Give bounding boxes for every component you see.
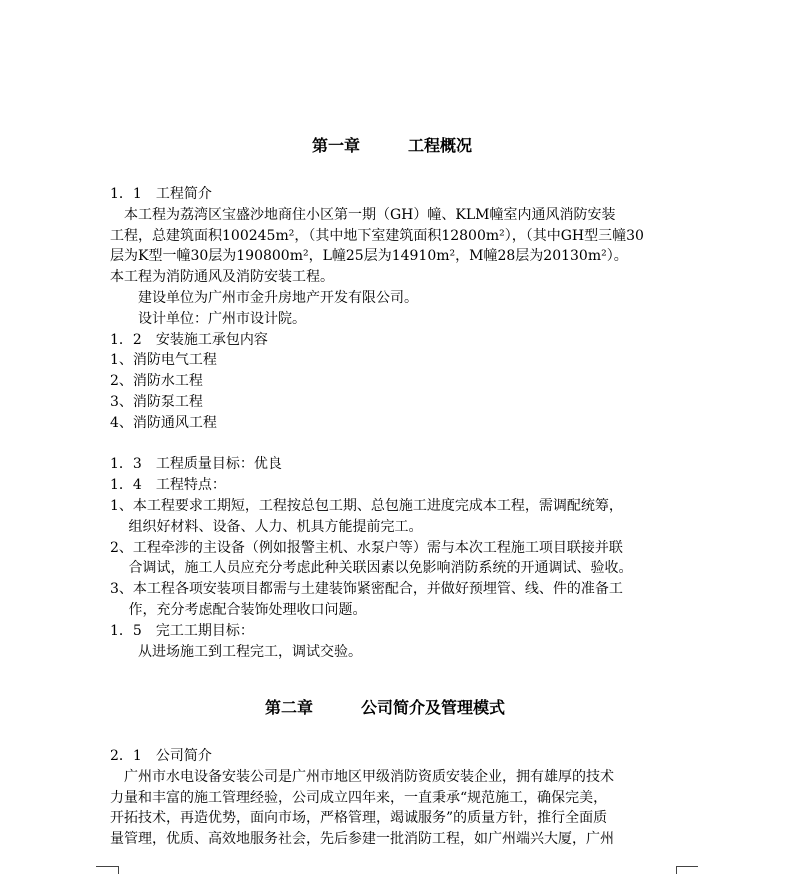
chapter-1-text-line: 4、消防通风工程 bbox=[110, 414, 217, 431]
chapter-1-text-line: 层为K型一幢30层为190800m²，L幢25层为14910m²，M幢28层为20130m²）。 bbox=[110, 248, 628, 265]
chapter-1-text-line: 1．2 安装施工承包内容 bbox=[110, 331, 268, 348]
chapter-2-name: 公司简介及管理模式 bbox=[361, 698, 506, 717]
chapter-1-text-line: 从进场施工到工程完工，调试交验。 bbox=[110, 643, 362, 660]
chapter-1-text-line: 1．4 工程特点： bbox=[110, 477, 226, 494]
page-corner-mark-left bbox=[96, 866, 118, 867]
chapter-1-text-line: 本工程为荔湾区宝盛沙地商住小区第一期（GH）幢、KLM幢室内通风消防安装 bbox=[110, 206, 616, 223]
chapter-1-text-line: 作，充分考虑配合装饰处理收口问题。 bbox=[110, 602, 367, 618]
chapter-1-text-line: 3、消防泵工程 bbox=[110, 394, 203, 410]
chapter-1-text-line: 1．3 工程质量目标：优良 bbox=[110, 456, 282, 473]
chapter-2-text-line: 广州市水电设备安装公司是广州市地区甲级消防资质安装企业，拥有雄厚的技术 bbox=[110, 768, 614, 785]
chapter-1-text-line: 1、消防电气工程 bbox=[110, 352, 217, 369]
chapter-1-text-line: 组织好材料、设备、人力、机具方能提前完工。 bbox=[110, 518, 423, 535]
chapter-2-text-line: 量管理，优质、高效地服务社会，先后参建一批消防工程，如广州端兴大厦，广州 bbox=[110, 831, 614, 848]
chapter-2-text-line: 2．1 公司简介 bbox=[110, 748, 212, 764]
chapter-1-title bbox=[312, 133, 472, 156]
chapter-1-text-line: 设计单位：广州市设计院。 bbox=[110, 310, 306, 327]
chapter-1-text-line: 合调试，施工人员应充分考虑此种关联因素以免影响消防系统的开通调试、验收。 bbox=[110, 560, 633, 577]
page-corner-mark-left-v bbox=[118, 866, 119, 874]
chapter-1-number: 第一章 bbox=[312, 136, 361, 155]
chapter-2-text-line: 开拓技术，再造优势，面向市场，严格管理，竭诚服务”的质量方针，推行全面质 bbox=[110, 810, 608, 827]
chapter-1-text-line: 工程，总建筑面积100245m²，（其中地下室建筑面积12800m²），（其中GH型三幢30 bbox=[110, 227, 644, 244]
page-corner-mark-right bbox=[676, 866, 698, 867]
chapter-1-text-line: 1．5 完工工期目标： bbox=[110, 622, 254, 639]
chapter-1-text-line: 建设单位为广州市金升房地产开发有限公司。 bbox=[110, 290, 418, 306]
chapter-1-text-line: 2、工程牵涉的主设备（例如报警主机、水泵户等）需与本次工程施工项目联接并联 bbox=[110, 539, 623, 556]
chapter-1-name: 工程概况 bbox=[408, 136, 473, 155]
chapter-1-text-line: 1．1 工程简介 bbox=[110, 186, 212, 202]
chapter-1-text-line: 3、本工程各项安装项目都需与土建装饰紧密配合，并做好预埋管、线、件的准备工 bbox=[110, 581, 623, 598]
chapter-1-text-line: 1、本工程要求工期短，工程按总包工期、总包施工进度完成本工程，需调配统筹， bbox=[110, 498, 623, 514]
page-corner-mark-right-v bbox=[676, 866, 677, 874]
chapter-2-title bbox=[265, 695, 505, 718]
chapter-2-text-line: 力量和丰富的施工管理经验，公司成立四年来，一直秉承“规范施工，确保完美， bbox=[110, 789, 608, 806]
chapter-1-text-line: 2、消防水工程 bbox=[110, 373, 203, 390]
chapter-2-number: 第二章 bbox=[265, 698, 314, 717]
chapter-1-text-line: 本工程为消防通风及消防安装工程。 bbox=[110, 269, 334, 286]
